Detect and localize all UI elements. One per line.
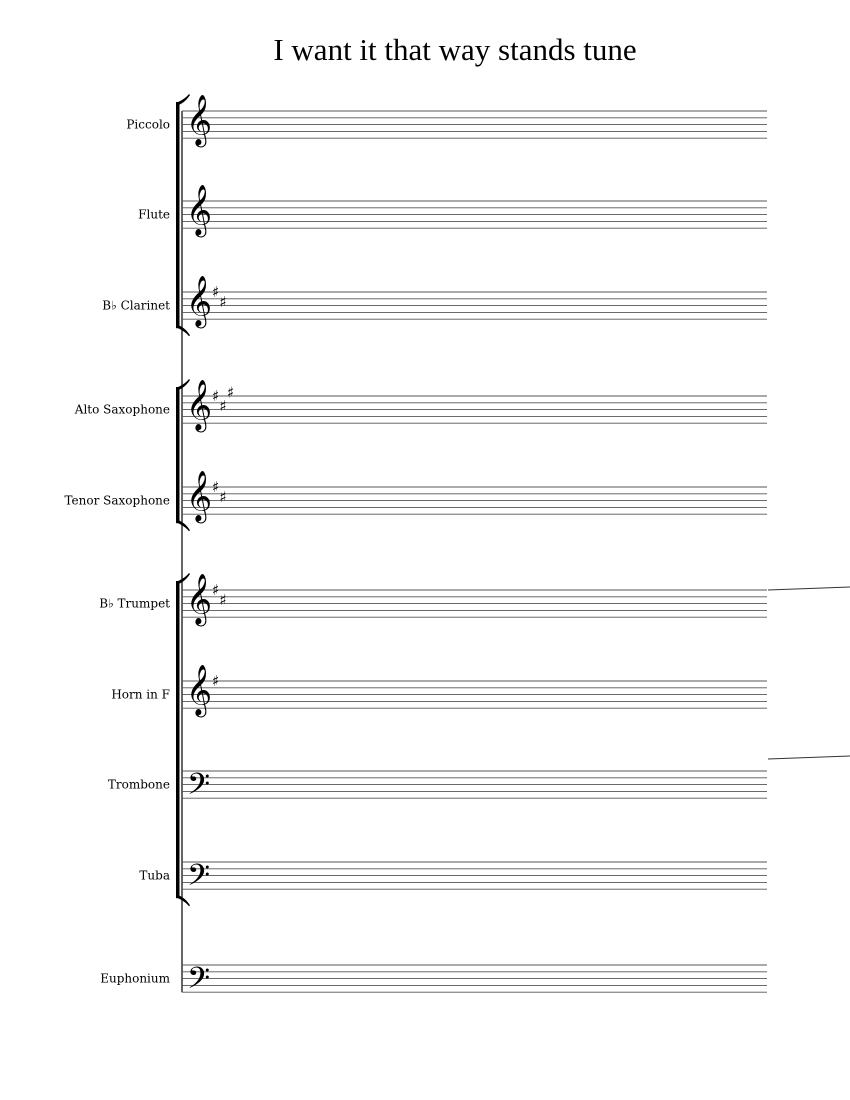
instrument-label: B♭ Clarinet	[102, 298, 170, 313]
treble-clef-icon: 𝄞	[186, 94, 213, 146]
bracket-brass	[176, 581, 180, 898]
treble-clef-icon: 𝄞	[186, 573, 213, 625]
staff-horn-in-f	[111, 664, 767, 717]
instrument-label: Alto Saxophone	[74, 402, 170, 417]
bracket-saxophones	[176, 387, 180, 523]
sharp-icon: ♯	[227, 383, 235, 402]
sharp-icon: ♯	[219, 293, 227, 312]
staff-b-clarinet	[102, 275, 767, 328]
instrument-label: Piccolo	[126, 117, 170, 132]
continuation-mark	[768, 756, 850, 759]
bass-clef-icon: 𝄢	[187, 859, 211, 901]
instrument-label: Euphonium	[100, 971, 170, 986]
sharp-icon: ♯	[212, 672, 220, 690]
staff-tuba	[139, 859, 767, 900]
instrument-label: Horn in F	[111, 687, 170, 702]
sharp-icon: ♯	[219, 397, 227, 416]
treble-clef-icon: 𝄞	[186, 275, 213, 327]
continuation-mark	[768, 587, 850, 590]
instrument-label: Flute	[138, 207, 170, 222]
staff-trombone	[108, 768, 767, 809]
sharp-icon: ♯	[212, 478, 220, 496]
instrument-label: Tuba	[139, 868, 170, 883]
sharp-icon: ♯	[219, 591, 227, 610]
bass-clef-icon: 𝄢	[187, 768, 211, 810]
sharp-icon: ♯	[212, 387, 220, 405]
treble-clef-icon: 𝄞	[186, 470, 213, 522]
sharp-icon: ♯	[219, 488, 227, 507]
treble-clef-icon: 𝄞	[186, 379, 213, 431]
bracket-woodwinds	[176, 102, 180, 328]
treble-clef-icon: 𝄞	[186, 184, 213, 236]
instrument-label: Tenor Saxophone	[64, 493, 170, 508]
staff-euphonium	[100, 962, 767, 1003]
score-title: I want it that way stands tune	[273, 32, 637, 67]
instrument-label: B♭ Trumpet	[99, 596, 170, 611]
staff-b-trumpet	[99, 573, 767, 626]
treble-clef-icon: 𝄞	[186, 664, 213, 716]
staff-piccolo	[126, 94, 767, 147]
staff-flute	[138, 184, 767, 237]
instrument-label: Trombone	[107, 777, 170, 792]
bass-clef-icon: 𝄢	[187, 962, 211, 1004]
sharp-icon: ♯	[212, 283, 220, 301]
staff-tenor-saxophone	[64, 470, 767, 523]
sharp-icon: ♯	[212, 581, 220, 599]
